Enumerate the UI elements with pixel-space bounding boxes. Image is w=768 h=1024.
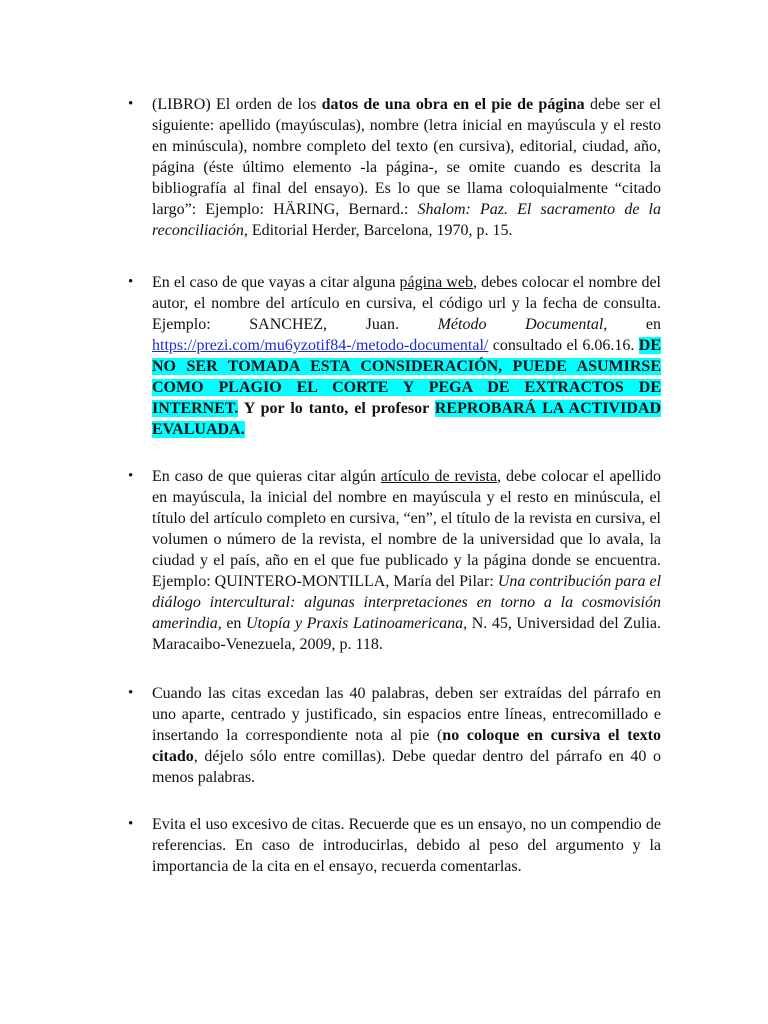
bullet-icon: • — [128, 96, 134, 112]
bold-text: no coloque en cursiva el texto citado — [152, 727, 662, 765]
bullet-icon: • — [128, 274, 134, 290]
prezi-link[interactable]: https://prezi.com/mu6yzotif84-/metodo-documental/ — [152, 337, 489, 354]
list-item-citas-largas — [128, 683, 661, 788]
list-item-libro — [128, 94, 661, 241]
bold-text: Y por lo tanto, el profesor — [238, 400, 435, 417]
text-run: Evita el uso excesivo de citas. Recuerde que es un ensayo, no un compendio de referencias. En caso de introducirlas, debido al peso del argumento y la importancia de la cita en el ensayo, recuerda comentarlas. — [152, 816, 661, 875]
underlined-text: página web — [399, 274, 473, 291]
text-run: consultado el 6.06.16. — [488, 337, 639, 354]
text-run: , N. 45, Universidad del Zulia. Maracaibo-Venezuela, 2009, p. 118. — [152, 615, 661, 653]
text-run: , Editorial Herder, Barcelona, 1970, p. 15. — [243, 222, 513, 239]
highlighted-warning: DE NO SER TOMADA ESTA CONSIDERACIÓN, PUEDE ASUMIRSE COMO PLAGIO EL CORTE Y PEGA DE EXTRACTOS DE INTERNET. — [152, 337, 661, 417]
text-run: , en — [217, 615, 246, 632]
italic-title: Método Documental — [437, 316, 604, 333]
text-run: Cuando las citas excedan las 40 palabras, deben ser extraídas del párrafo en uno aparte, centrado y justificado, sin espacios entre líneas, entrecomillado e insertando la correspondiente nota al pie ( — [152, 685, 661, 744]
bullet-icon: • — [128, 816, 134, 832]
text-run: En el caso de que vayas a citar alguna — [152, 274, 400, 291]
list-item-uso-citas — [128, 814, 661, 877]
text-run: , en — [603, 316, 661, 333]
underlined-text: artículo de revista — [380, 468, 498, 485]
text-run: , déjelo sólo entre comillas). Debe quedar dentro del párrafo en 40 o menos palabras. — [152, 748, 661, 786]
text-run: (LIBRO) El orden de los — [152, 96, 322, 113]
bullet-icon: • — [128, 685, 134, 701]
list-item-pagina-web — [128, 272, 661, 440]
text-run: debe ser el siguiente: apellido (mayúsculas), nombre (letra inicial en mayúscula y el resto en minúscula), nombre completo del texto (en cursiva), editorial, ciudad, año, página (éste último elemento -la página-, se omite cuando es descrita la bibliografía al final del ensayo). Es lo que se llama coloquialmente “citado largo”: Ejemplo: HÄRING, Bernard.: — [152, 96, 662, 218]
citation-rules-list — [128, 94, 661, 908]
text-run: En caso de que quieras citar algún — [152, 468, 381, 485]
list-item-articulo-revista — [128, 466, 661, 655]
bold-text: datos de una obra en el pie de página — [321, 96, 585, 113]
italic-title: Shalom: Paz. El sacramento de la reconciliación — [152, 201, 661, 239]
text-run: , debe colocar el apellido en mayúscula, la inicial del nombre en mayúscula y el resto en minúscula, el título del artículo completo en cursiva, “en”, el título de la revista en cursiva, el volumen o número de la revista, el nombre de la universidad que lo avala, la ciudad y el país, año en el que fue publicado y la página donde se encuentra. Ejemplo: QUINTERO-MONTILLA, María del Pilar: — [152, 468, 661, 590]
italic-title: Una contribución para el diálogo intercultural: algunas interpretaciones en torno a la cosmovisión amerindia — [152, 573, 662, 632]
highlighted-warning: REPROBARÁ LA ACTIVIDAD EVALUADA. — [152, 400, 661, 438]
italic-journal: Utopía y Praxis Latinoamericana — [245, 615, 464, 632]
bullet-icon: • — [128, 468, 134, 484]
text-run: , debes colocar el nombre del autor, el nombre del artículo en cursiva, el código url y la fecha de consulta. Ejemplo: SANCHEZ, Juan. — [152, 274, 661, 333]
